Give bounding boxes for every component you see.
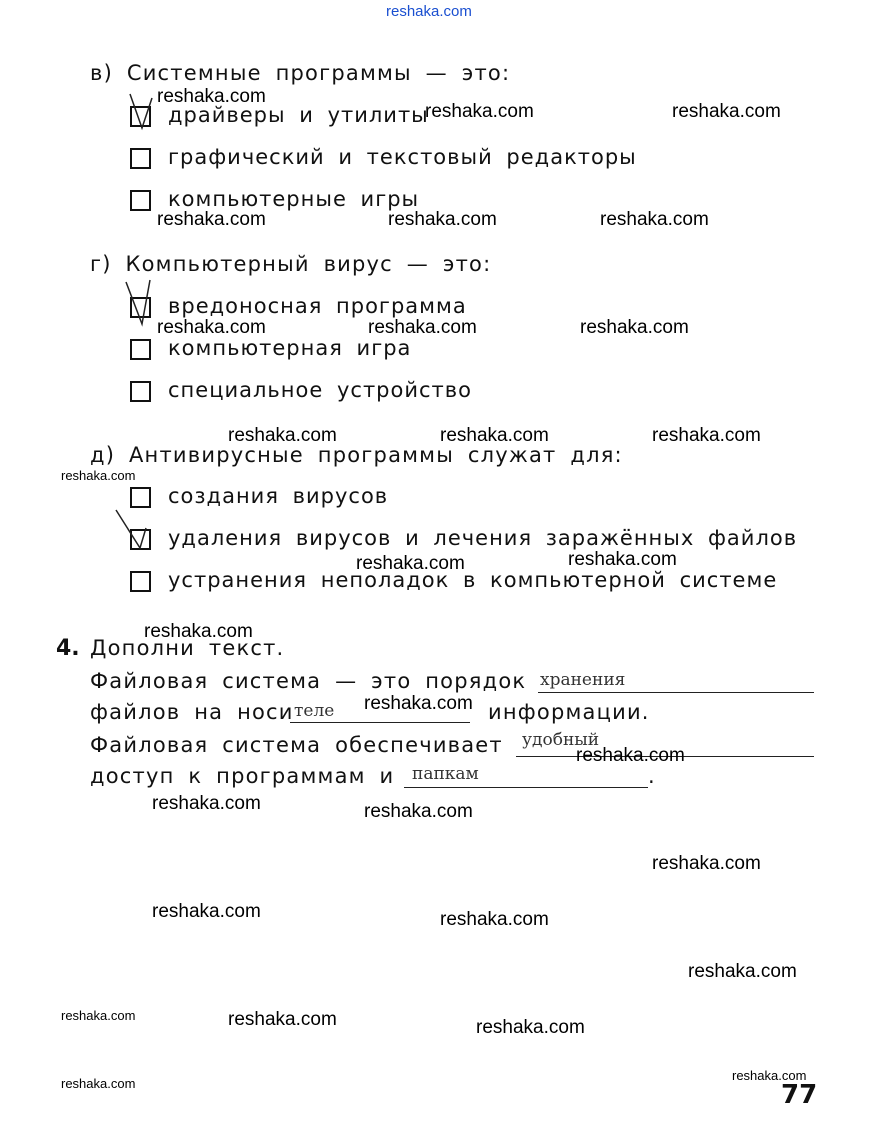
task-title: Дополни текст. bbox=[90, 636, 285, 660]
check-mark-icon bbox=[122, 278, 156, 328]
watermark: reshaka.com bbox=[356, 553, 465, 574]
watermark: reshaka.com bbox=[61, 1008, 136, 1023]
option-d-1: создания вирусов bbox=[168, 484, 389, 508]
watermark: reshaka.com bbox=[157, 209, 266, 230]
option-g-1: вредоносная программа bbox=[168, 294, 467, 318]
watermark: reshaka.com bbox=[157, 86, 266, 107]
watermark: reshaka.com bbox=[672, 101, 781, 122]
watermark: reshaka.com bbox=[600, 209, 709, 230]
handwritten-answer-3[interactable]: удобный bbox=[522, 730, 600, 750]
watermark: reshaka.com bbox=[440, 909, 549, 930]
watermark: reshaka.com bbox=[157, 317, 266, 338]
checkbox-v-2[interactable] bbox=[130, 148, 151, 169]
watermark: reshaka.com bbox=[732, 1068, 807, 1083]
page-number: 77 bbox=[781, 1080, 818, 1110]
option-v-3: компьютерные игры bbox=[168, 187, 420, 211]
watermark: reshaka.com bbox=[652, 425, 761, 446]
task4-line3-text: Файловая система обеспечивает bbox=[90, 733, 503, 757]
watermark: reshaka.com bbox=[144, 621, 253, 642]
watermark: reshaka.com bbox=[364, 801, 473, 822]
watermark: reshaka.com bbox=[61, 1076, 136, 1091]
watermark: reshaka.com bbox=[688, 961, 797, 982]
task4-line4-end: . bbox=[648, 764, 656, 788]
watermark: reshaka.com bbox=[152, 793, 261, 814]
watermark: reshaka.com bbox=[576, 745, 685, 766]
watermark: reshaka.com bbox=[568, 549, 677, 570]
option-v-1: драйверы и утилиты bbox=[168, 103, 429, 127]
check-mark-icon bbox=[114, 508, 154, 552]
task4-line1-text: Файловая система — это порядок bbox=[90, 669, 527, 693]
task4-line2-text-a: файлов на носи bbox=[90, 700, 294, 724]
watermark: reshaka.com bbox=[228, 425, 337, 446]
checkbox-v-3[interactable] bbox=[130, 190, 151, 211]
watermark: reshaka.com bbox=[61, 468, 136, 483]
checkbox-g-2[interactable] bbox=[130, 339, 151, 360]
check-mark-icon bbox=[128, 92, 158, 132]
task4-line4-text: доступ к программам и bbox=[90, 764, 395, 788]
checkbox-d-1[interactable] bbox=[130, 487, 151, 508]
watermark: reshaka.com bbox=[425, 101, 534, 122]
handwritten-answer-1[interactable]: хранения bbox=[540, 670, 626, 690]
option-g-3: специальное устройство bbox=[168, 378, 473, 402]
handwritten-answer-4[interactable]: папкам bbox=[412, 764, 479, 784]
watermark: reshaka.com bbox=[440, 425, 549, 446]
checkbox-g-3[interactable] bbox=[130, 381, 151, 402]
answer-line-2 bbox=[290, 722, 470, 723]
watermark: reshaka.com bbox=[364, 693, 473, 714]
checkbox-d-3[interactable] bbox=[130, 571, 151, 592]
handwritten-answer-2[interactable]: теле bbox=[294, 701, 335, 721]
option-v-2: графический и текстовый редакторы bbox=[168, 145, 637, 169]
watermark: reshaka.com bbox=[388, 209, 497, 230]
section-v-heading: в) Системные программы — это: bbox=[90, 61, 511, 85]
watermark: reshaka.com bbox=[652, 853, 761, 874]
section-d-heading: д) Антивирусные программы служат для: bbox=[90, 443, 623, 467]
answer-line-1 bbox=[538, 692, 814, 693]
answer-line-4 bbox=[404, 787, 648, 788]
watermark: reshaka.com bbox=[228, 1009, 337, 1030]
watermark: reshaka.com bbox=[368, 317, 477, 338]
watermark: reshaka.com bbox=[580, 317, 689, 338]
option-d-3: устранения неполадок в компьютерной системе bbox=[168, 568, 778, 592]
option-g-2: компьютерная игра bbox=[168, 336, 412, 360]
option-d-2: удаления вирусов и лечения заражённых файлов bbox=[168, 526, 798, 550]
task4-line2-text-b: информации. bbox=[488, 700, 650, 724]
watermark: reshaka.com bbox=[476, 1017, 585, 1038]
task-number: 4. bbox=[56, 636, 80, 661]
section-g-heading: г) Компьютерный вирус — это: bbox=[90, 252, 492, 276]
watermark: reshaka.com bbox=[152, 901, 261, 922]
watermark-top: reshaka.com bbox=[386, 3, 472, 20]
